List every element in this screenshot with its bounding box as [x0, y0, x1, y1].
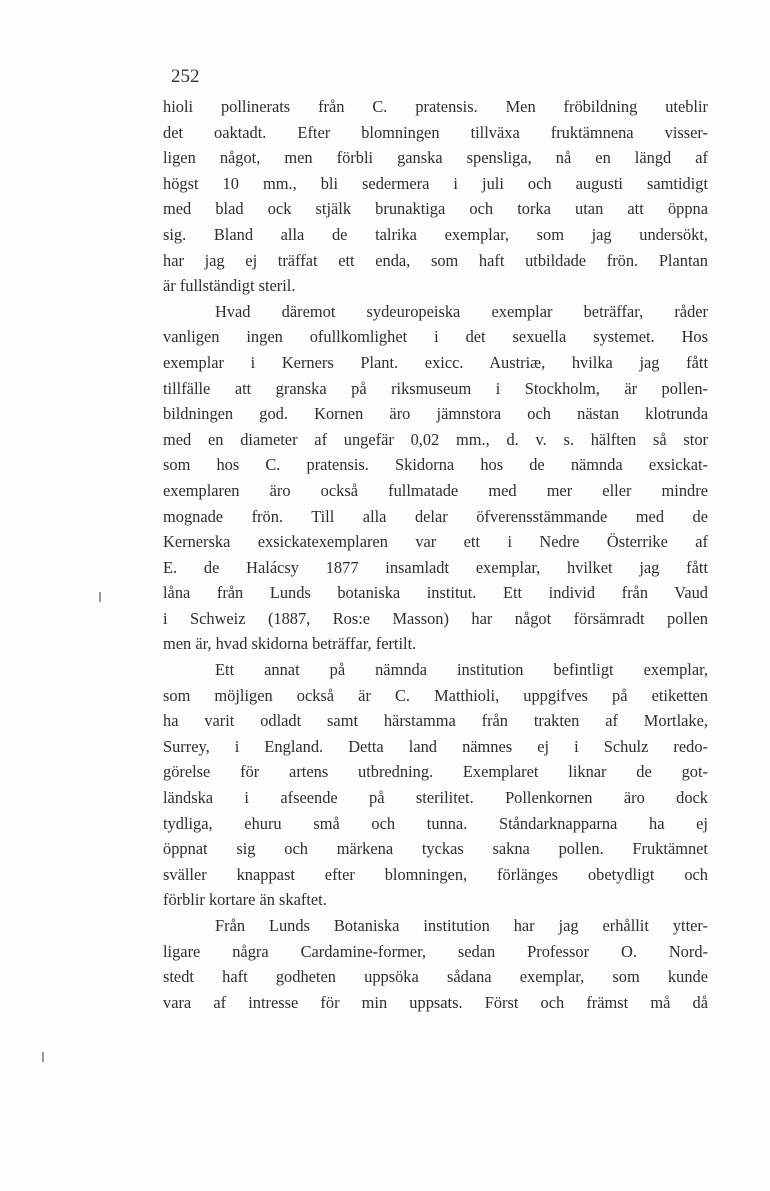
text-line: tydliga, ehuru små och tunna. Ståndarknapparna ha ej — [163, 813, 708, 833]
text-line: hioli pollinerats från C. pratensis. Men fröbildning uteblir — [163, 97, 708, 116]
text-line: som möjligen också är C. Matthioli, uppgifves på etiketten — [163, 685, 708, 705]
margin-mark — [42, 1052, 44, 1062]
text-line: ländska i afseende på sterilitet. Pollenkornen äro dock — [163, 788, 708, 808]
text-line: har jag ej träffat ett enda, som haft utbildade frön. Plantan — [163, 250, 708, 270]
text-line: högst 10 mm., bli sedermera i juli och augusti samtidigt — [163, 173, 708, 193]
margin-mark — [99, 592, 101, 602]
text-line: ligen något, men förbli ganska spensliga, nå en längd af — [163, 148, 708, 168]
page-number: 252 — [171, 66, 200, 87]
text-line: är fullständigt steril. — [163, 276, 296, 296]
text-line: Hvad däremot sydeuropeiska exemplar beträffar, råder — [215, 301, 708, 321]
text-line: exemplaren äro också fullmatade med mer eller mindre — [163, 480, 708, 500]
text-line: låna från Lunds botaniska institut. Ett individ från Vaud — [163, 583, 708, 603]
text-line: med blad ock stjälk brunaktiga och torka utan att öppna — [163, 199, 708, 219]
text-line: Kernerska exsickatexemplaren var ett i Nedre Österrike af — [163, 532, 708, 552]
text-line: tillfälle att granska på riksmuseum i Stockholm, är pollen- — [163, 378, 708, 398]
text-line: vanligen ingen ofullkomlighet i det sexuella systemet. Hos — [163, 327, 708, 347]
text-line: i Schweiz (1887, Ros:e Masson) har något försämradt pollen — [163, 608, 708, 628]
text-line: Från Lunds Botaniska institution har jag erhållit ytter- — [215, 916, 708, 935]
text-line: stedt haft godheten uppsöka sådana exemplar, som kunde — [163, 967, 708, 987]
text-line: sväller knappast efter blomningen, förlänges obetydligt och — [163, 864, 708, 884]
text-line: vara af intresse för min uppsats. Först och främst må då — [163, 992, 708, 1012]
text-line: mognade frön. Till alla delar öfverensstämmande med de — [163, 506, 708, 526]
text-line: som hos C. pratensis. Skidorna hos de nämnda exsickat- — [163, 455, 708, 475]
text-line: Ett annat på nämnda institution befintligt exemplar, — [215, 660, 708, 680]
text-line: med en diameter af ungefär 0,02 mm., d. v. s. hälften så stor — [163, 429, 708, 449]
text-line: men är, hvad skidorna beträffar, fertilt. — [163, 634, 417, 654]
text-line: ha varit odladt samt härstamma från trakten af Mortlake, — [163, 711, 708, 731]
text-line: förblir kortare än skaftet. — [163, 890, 327, 910]
text-line: sig. Bland alla de talrika exemplar, som jag undersökt, — [163, 224, 708, 244]
text-line: exemplar i Kerners Plant. exicc. Austriæ, hvilka jag fått — [163, 352, 708, 372]
text-line: bildningen god. Kornen äro jämnstora och nästan klotrunda — [163, 404, 708, 424]
text-line: det oaktadt. Efter blomningen tillväxa fruktämnena visser- — [163, 122, 708, 142]
text-line: Surrey, i England. Detta land nämnes ej i Schulz redo- — [163, 736, 708, 756]
text-line: görelse för artens utbredning. Exemplaret liknar de got- — [163, 762, 708, 782]
text-line: öppnat sig och märkena tyckas sakna pollen. Fruktämnet — [163, 839, 708, 859]
text-line: E. de Halácsy 1877 insamladt exemplar, hvilket jag fått — [163, 557, 708, 577]
text-line: ligare några Cardamine-former, sedan Professor O. Nord- — [163, 941, 708, 961]
body-text — [163, 94, 708, 1015]
